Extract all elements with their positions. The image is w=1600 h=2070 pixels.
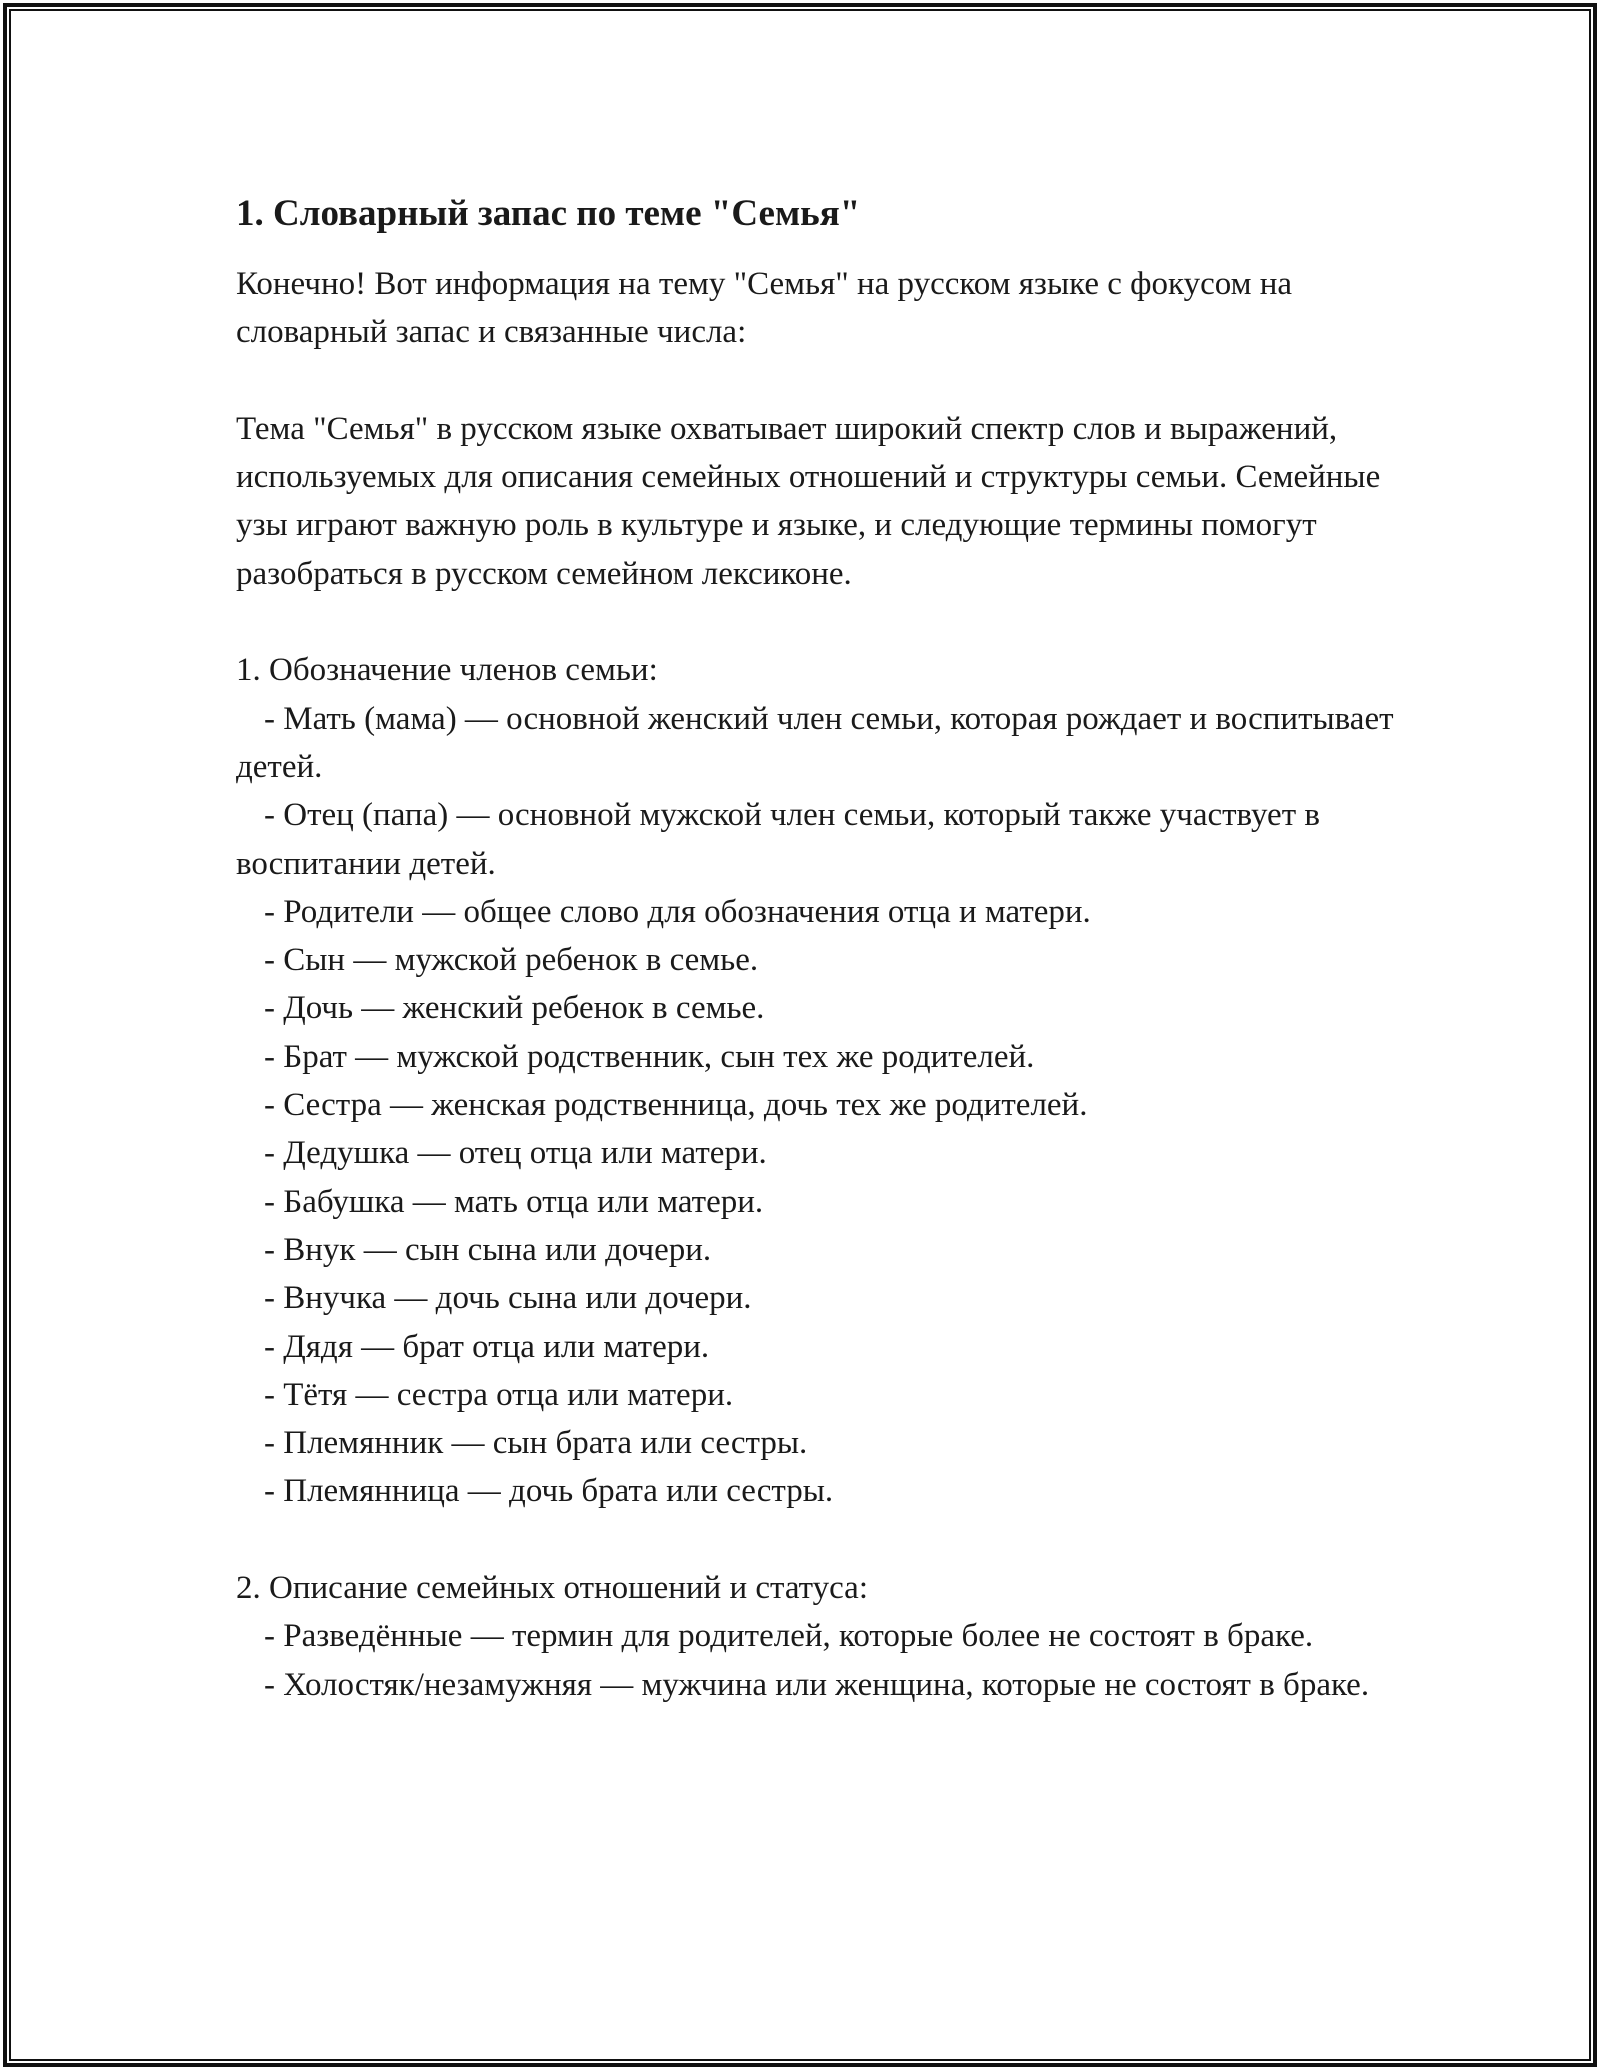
document-title: 1. Словарный запас по теме "Семья" xyxy=(236,193,861,234)
list-item: - Дядя — брат отца или матери. xyxy=(264,1328,710,1365)
list-item: - Внук — сын сына или дочери. xyxy=(264,1231,712,1268)
list-item: - Отец (папа) — основной мужской член семьи, который также участвует в воспитании детей. xyxy=(236,797,1320,882)
section-heading: 1. Обозначение членов семьи: xyxy=(236,652,658,689)
section-heading: 2. Описание семейных отношений и статуса: xyxy=(236,1570,868,1607)
list-item: - Родители — общее слово для обозначения отца и матери. xyxy=(264,893,1091,930)
list-item: - Разведённые — термин для родителей, которые более не состоят в браке. xyxy=(264,1618,1314,1655)
list-item: - Холостяк/незамужняя — мужчина или женщина, которые не состоят в браке. xyxy=(264,1666,1370,1703)
section-relationships-status xyxy=(236,1564,1416,1709)
document-body xyxy=(236,186,1416,1709)
overview-paragraph: Тема "Семья" в русском языке охватывает широкий спектр слов и выражений, используемых для описания семейных отношений и структуры семьи. Семейные узы играют важную роль в культуре и языке, и следующие термины помогут разобраться в русском семейном лексиконе. xyxy=(236,410,1381,592)
intro-paragraph: Конечно! Вот информация на тему "Семья" на русском языке с фокусом на словарный запас и связанные числа: xyxy=(236,266,1293,351)
list-item: - Внучка — дочь сына или дочери. xyxy=(264,1280,752,1317)
list-item: - Сын — мужской ребенок в семье. xyxy=(264,942,759,979)
list-item: - Сестра — женская родственница, дочь тех же родителей. xyxy=(264,1087,1088,1124)
list-item: - Брат — мужской родственник, сын тех же родителей. xyxy=(264,1038,1035,1075)
spacer xyxy=(236,598,1416,646)
list-item: - Мать (мама) — основной женский член семьи, которая рождает и воспитывает детей. xyxy=(236,700,1394,785)
section-family-members xyxy=(236,646,1416,1515)
spacer xyxy=(236,357,1416,405)
list-item: - Тётя — сестра отца или матери. xyxy=(264,1376,734,1413)
list-item: - Племянница — дочь брата или сестры. xyxy=(264,1473,834,1510)
list-item: - Бабушка — мать отца или матери. xyxy=(264,1183,764,1220)
spacer xyxy=(236,1516,1416,1564)
list-item: - Племянник — сын брата или сестры. xyxy=(264,1425,808,1462)
list-item: - Дочь — женский ребенок в семье. xyxy=(264,990,765,1027)
list-item: - Дедушка — отец отца или матери. xyxy=(264,1135,767,1172)
